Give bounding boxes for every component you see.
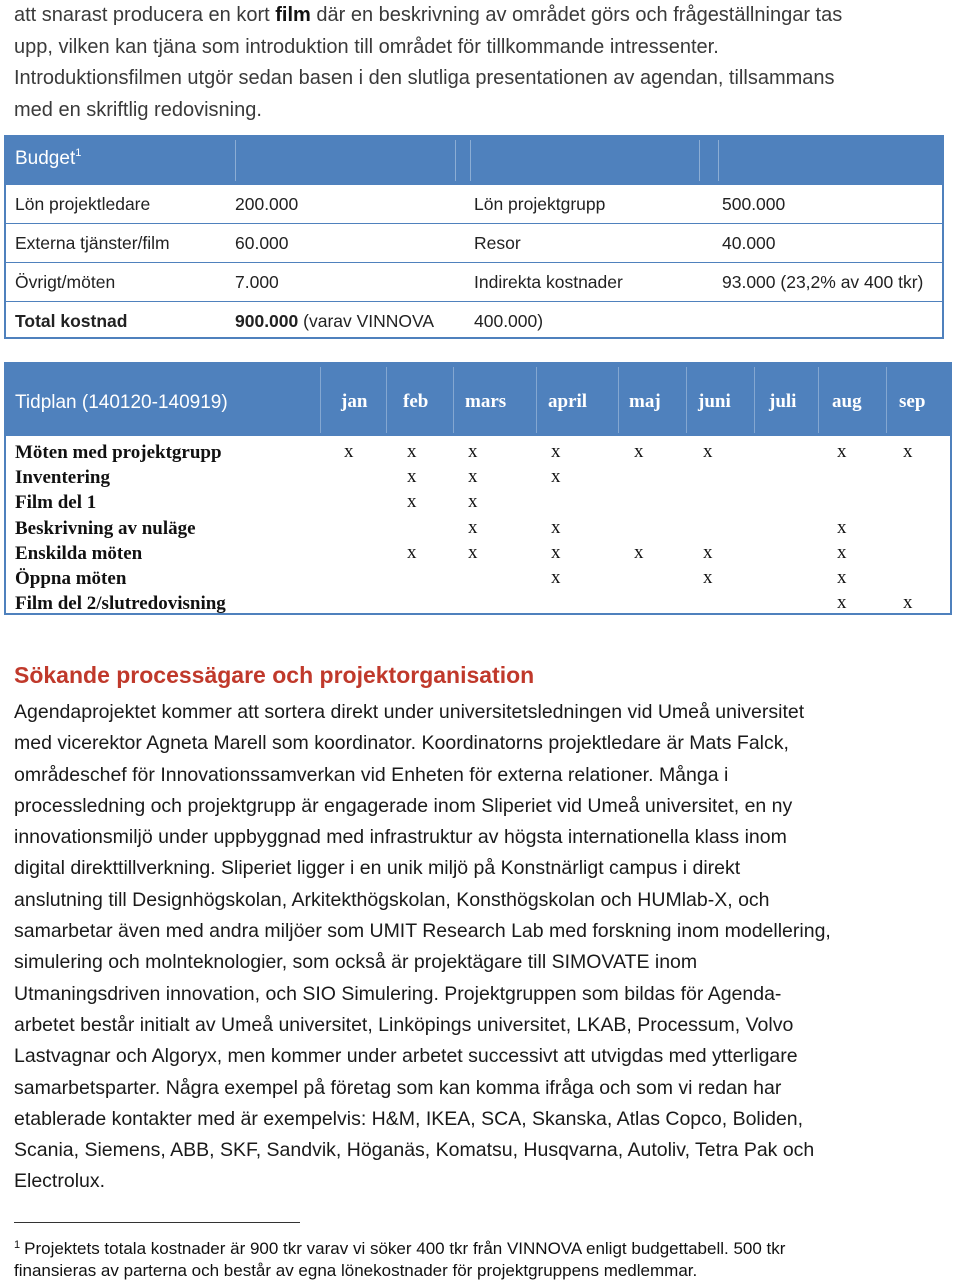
header-gridline (686, 367, 687, 433)
tidplan-activity: Beskrivning av nuläge (15, 517, 196, 539)
section-body (14, 697, 954, 1198)
section-line: samarbetsparter. Några exempel på företag som kan komma ifråga och som vi redan har (14, 1076, 782, 1099)
tidplan-activity: Öppna möten (15, 568, 127, 589)
budget-table (4, 135, 944, 339)
tidplan-header (6, 364, 950, 436)
budget-label: Lön projektledare (15, 194, 151, 214)
budget-label: Externa tjänster/film (15, 233, 170, 253)
section-line: innovationsmiljö under uppbyggnad med infrastruktur av högsta internationella klass inom (14, 826, 787, 849)
tidplan-row (6, 516, 950, 541)
section-line: anslutning till Designhögskolan, Arkitekthögskolan, Konsthögskolan och HUMlab-X, och (14, 888, 770, 911)
intro-text: med en skriftlig redovisning. (14, 98, 262, 121)
tidplan-mark: x (344, 441, 354, 462)
budget-amount: 40.000 (722, 233, 776, 253)
budget-amount: 93.000 (23,2% av 400 tkr) (722, 272, 924, 292)
section-line: arbetet består initialt av Umeå universitet, Linköpings universitet, LKAB, Processum, Volvo (14, 1013, 794, 1036)
tidplan-mark: x (837, 441, 847, 462)
tidplan-mark: x (407, 491, 417, 513)
budget-row (6, 184, 942, 223)
budget-row (6, 223, 942, 262)
tidplan-mark: x (468, 516, 478, 538)
tidplan-activity: Möten med projektgrupp (15, 442, 222, 463)
month-feb: feb (403, 391, 429, 412)
tidplan-mark: x (551, 541, 561, 563)
tidplan-mark: x (903, 592, 913, 614)
tidplan-mark: x (551, 567, 561, 588)
section-line: etablerade kontakter med är exempelvis: H&M, IKEA, SCA, Skanska, Atlas Copco, Boliden, (14, 1107, 804, 1130)
budget-total-note: (varav VINNOVA (298, 311, 435, 331)
budget-total-row (6, 301, 942, 340)
month-juli: juli (769, 391, 797, 412)
budget-label: Resor (474, 233, 521, 253)
tidplan-mark: x (407, 441, 417, 462)
section-line: processledning och projektgrupp är engagerade inom Sliperiet vid Umeå universitet, en ny (14, 794, 793, 817)
section-line: samarbetar även med andra miljöer som UMIT Research Lab med forskning inom modellering, (14, 920, 831, 943)
tidplan-mark: x (468, 441, 478, 462)
intro-text: upp, vilken kan tjäna som introduktion till området för tillkommande intressenter. (14, 35, 719, 58)
tidplan-mark: x (703, 567, 713, 588)
tidplan-table (4, 362, 952, 615)
tidplan-mark: x (468, 491, 478, 513)
intro-emphasis: film (275, 4, 311, 26)
tidplan-mark: x (551, 466, 561, 488)
month-aug: aug (832, 391, 862, 412)
tidplan-mark: x (634, 441, 644, 462)
budget-label: Övrigt/möten (15, 272, 116, 292)
budget-amount: 60.000 (235, 233, 289, 253)
tidplan-title: Tidplan (140120-140919) (15, 392, 228, 413)
budget-total-label: Total kostnad (15, 311, 128, 331)
section-line: områdeschef för Innovationssamverkan vid Enheten för externa relationer. Många i (14, 763, 729, 786)
section-line: simulering och molnteknologier, som också är projektägare till SIMOVATE inom (14, 951, 698, 974)
intro-line (14, 32, 944, 64)
tidplan-mark: x (634, 541, 644, 563)
budget-total-vinnova: 400.000) (474, 311, 544, 331)
tidplan-activity: Enskilda möten (15, 542, 143, 564)
intro-text: där en beskrivning av området görs och frågeställningar tas (310, 4, 843, 26)
budget-title: Budget$^1$ (15, 147, 82, 169)
tidplan-mark: x (407, 541, 417, 563)
intro-line (14, 95, 944, 127)
tidplan-row (6, 440, 950, 465)
tidplan-row (6, 490, 950, 515)
month-juni: juni (698, 391, 731, 412)
tidplan-activity: Inventering (15, 467, 110, 489)
month-april: april (548, 391, 588, 412)
header-gridline (386, 367, 387, 433)
intro-paragraph (14, 0, 944, 126)
tidplan-row (6, 566, 950, 591)
budget-amount: 200.000 (235, 194, 299, 214)
tidplan-row (6, 465, 950, 490)
tidplan-mark: x (837, 541, 847, 563)
section-line: Scania, Siemens, ABB, SKF, Sandvik, Höganäs, Komatsu, Husqvarna, Autoliv, Tetra Pak och (14, 1139, 815, 1162)
intro-line (14, 0, 944, 32)
header-gridline (320, 367, 321, 433)
section-line: Lastvagnar och Algoryx, men kommer under arbetet successivt att utvigdas med ytterligare (14, 1045, 798, 1068)
tidplan-activity: Film del 2/slutredovisning (15, 593, 226, 615)
tidplan-mark: x (837, 567, 847, 588)
month-mars: mars (465, 391, 507, 412)
budget-label: Indirekta kostnader (474, 272, 623, 292)
header-gridline (618, 367, 619, 433)
tidplan-mark: x (468, 466, 478, 488)
tidplan-mark: x (903, 441, 913, 462)
tidplan-mark: x (468, 541, 478, 563)
budget-amount: 7.000 (235, 272, 279, 292)
tidplan-mark: x (703, 441, 713, 462)
intro-line (14, 63, 944, 95)
month-maj: maj (629, 391, 661, 412)
footnote (14, 1234, 954, 1282)
footnote-text: finansieras av parterna och består av egna lönekostnader för projektgruppens medlemmar. (14, 1261, 698, 1280)
budget-row (6, 262, 942, 301)
tidplan-activity: Film del 1 (15, 492, 97, 514)
tidplan-mark: x (551, 516, 561, 538)
budget-amount: 500.000 (722, 194, 786, 214)
budget-total-value: 900.000 (235, 311, 299, 331)
section-line: Agendaprojektet kommer att sortera direkt under universitetsledningen vid Umeå universitet (14, 701, 805, 723)
footnote-rule (14, 1222, 300, 1223)
section-line: med vicerektor Agneta Marell som koordinator. Koordinatorns projektledare är Mats Falck, (14, 732, 789, 755)
footnote-mark: 1 (14, 1239, 21, 1251)
month-jan: jan (341, 391, 368, 412)
footnote-line (14, 1234, 954, 1260)
header-gridline (754, 367, 755, 433)
tidplan-mark: x (551, 441, 561, 462)
section-line: Electrolux. (14, 1170, 106, 1193)
tidplan-mark: x (837, 516, 847, 538)
tidplan-mark: x (703, 541, 713, 563)
header-gridline (453, 367, 454, 433)
tidplan-row (6, 541, 950, 566)
section-heading: Sökande processägare och projektorganisation (14, 662, 535, 688)
tidplan-row (6, 591, 950, 616)
section-line: digital direkttillverkning. Sliperiet ligger i en unik miljö på Konstnärligt campus i direkt (14, 857, 741, 880)
budget-header (6, 137, 942, 184)
tidplan-mark: x (837, 592, 847, 614)
footnote-text: Projektets totala kostnader är 900 tkr varav vi söker 400 tkr från VINNOVA enligt budgettabell. 500 tkr (24, 1239, 786, 1258)
header-gridline (886, 367, 887, 433)
tidplan-mark: x (407, 466, 417, 488)
section-line: Utmaningsdriven innovation, och SIO Simulering. Projektgruppen som bildas för Agenda- (14, 982, 782, 1005)
intro-text: Introduktionsfilmen utgör sedan basen i den slutliga presentationen av agendan, tillsammans (14, 67, 835, 89)
budget-label: Lön projektgrupp (474, 194, 606, 214)
header-gridline (818, 367, 819, 433)
budget-total-amount (235, 311, 434, 332)
intro-text: att snarast producera en kort (14, 4, 276, 26)
month-sep: sep (899, 391, 926, 412)
header-gridline (536, 367, 537, 433)
